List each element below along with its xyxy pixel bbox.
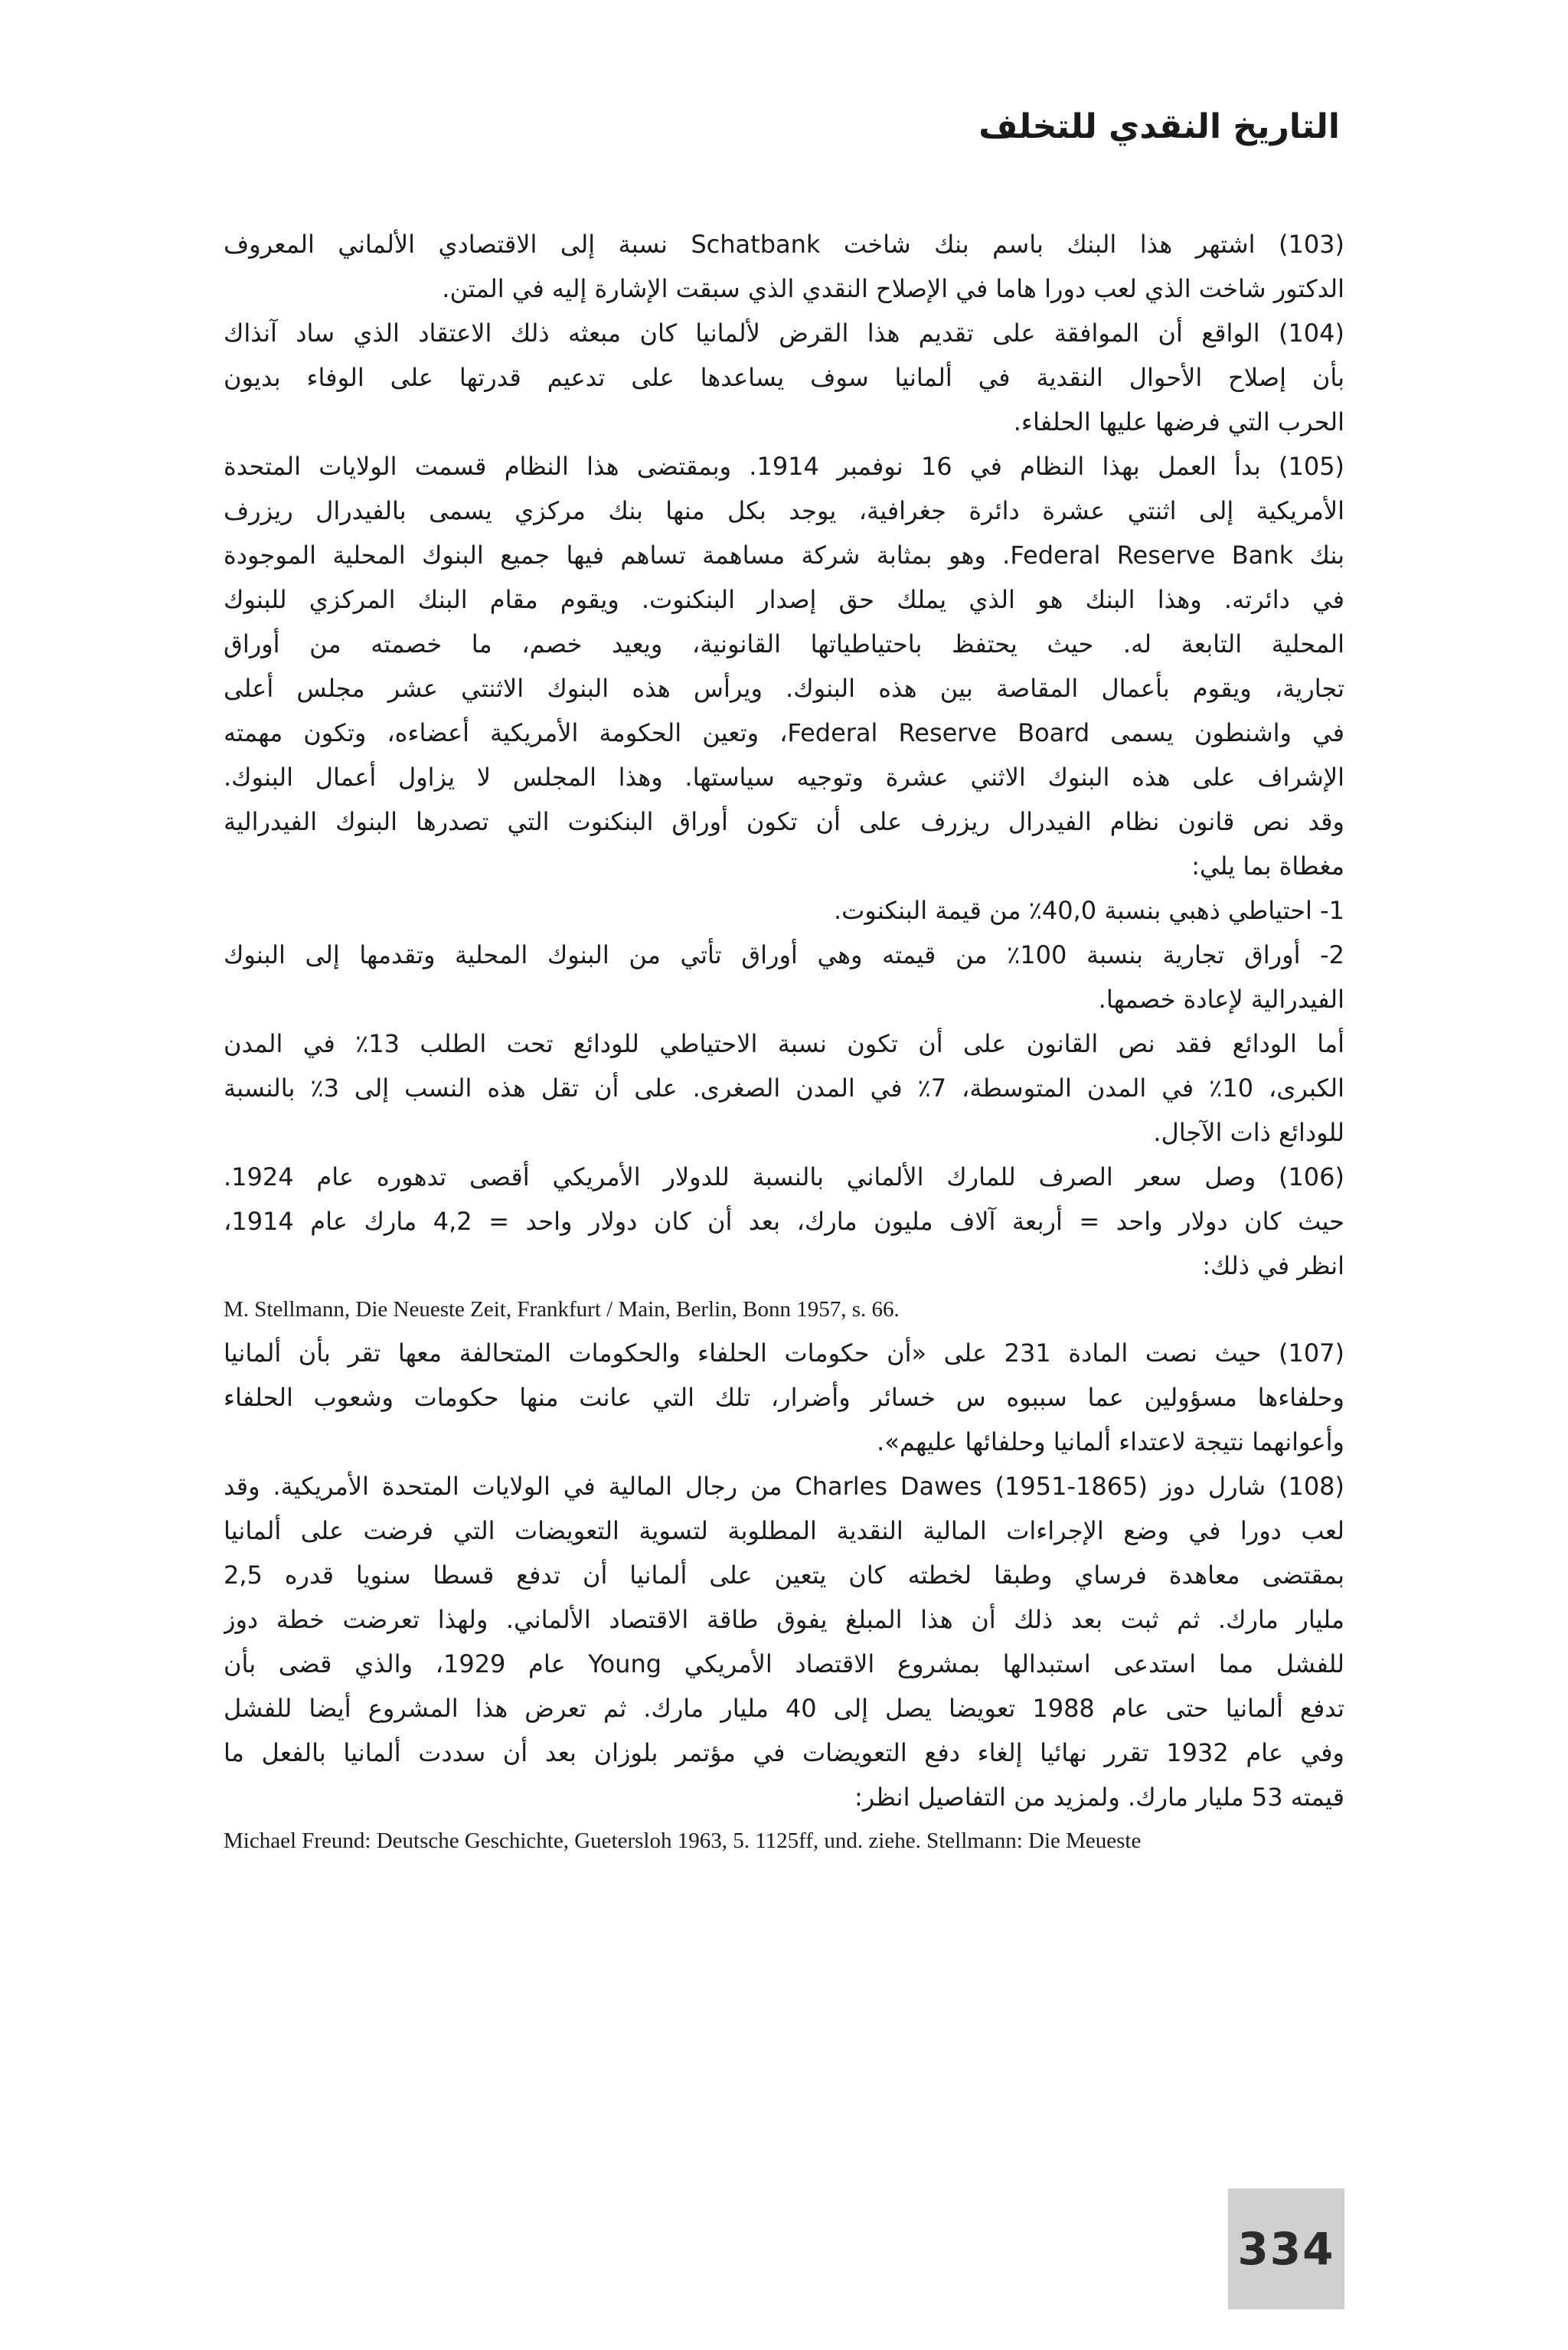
note-line: (103) اشتهر هذا البنك باسم بنك شاخت Schatbank نسبة إلى الاقتصادي الألماني المعروف — [224, 230, 1344, 259]
note-line: الحرب التي فرضها عليها الحلفاء. — [1013, 407, 1344, 436]
page-number-box — [1228, 2188, 1344, 2309]
note-line: بمقتضى معاهدة فرساي وطبقا لخطته كان يتعين على ألمانيا أن تدفع قسطا سنويا قدره 2,5 — [224, 1561, 1344, 1590]
note-line: في دائرته. وهذا البنك هو الذي يملك حق إصدار البنكنوت. ويقوم مقام البنك المركزي للبنوك — [224, 585, 1344, 614]
note-line: تدفع ألمانيا حتى عام 1988 تعويضا يصل إلى 40 مليار مارك. ثم تعرض هذا المشروع أيضا للفشل — [224, 1694, 1344, 1723]
note-line: قيمته 53 مليار مارك. ولمزيد من التفاصيل انظر: — [854, 1783, 1344, 1812]
note-line: المحلية التابعة له. حيث يحتفظ باحتياطياتها القانونية، ويعيد خصم، ما خصمته من أوراق — [224, 629, 1344, 659]
note-line: (104) الواقع أن الموافقة على تقديم هذا القرض لألمانيا كان مبعثه ذلك الاعتقاد الذي ساد آنذاك — [224, 319, 1344, 348]
note-line: مغطاة بما يلي: — [1191, 851, 1344, 881]
page-header-title: التاريخ النقدي للتخلف — [978, 107, 1340, 146]
note-line: الكبرى، 10٪ في المدن المتوسطة، 7٪ في المدن الصغرى. على أن تقل هذه النسب إلى 3٪ بالنسبة — [224, 1074, 1344, 1103]
citation-line: Michael Freund: Deutsche Geschichte, Guetersloh 1963, 5. 1125ff, und. ziehe. Stellmann: Die Meueste — [224, 1829, 1142, 1853]
note-line: بنك Federal Reserve Bank. وهو بمثابة شركة مساهمة تساهم فيها جميع البنوك المحلية الموجودة — [224, 541, 1344, 570]
note-line: أما الودائع فقد نص القانون على أن تكون نسبة الاحتياطي للودائع تحت الطلب 13٪ في المدن — [224, 1029, 1344, 1058]
endnotes-body — [224, 222, 1344, 1862]
note-line: 2- أوراق تجارية بنسبة 100٪ من قيمته وهي أوراق تأتي من البنوك المحلية وتقدمها إلى البنوك — [224, 940, 1344, 969]
note-line: الدكتور شاخت الذي لعب دورا هاما في الإصلاح النقدي الذي سبقت الإشارة إليه في المتن. — [442, 274, 1344, 303]
note-line: (108) شارل دوز (1865-1951) Charles Dawes من رجال المالية في الولايات المتحدة الأمريكية. وقد — [224, 1472, 1344, 1501]
note-line: (105) بدأ العمل بهذا النظام في 16 نوفمبر 1914. وبمقتضى هذا النظام قسمت الولايات المتحدة — [224, 452, 1344, 481]
note-line: وقد نص قانون نظام الفيدرال ريزرف على أن تكون أوراق البنكنوت التي تصدرها البنوك الفيدرالية — [224, 807, 1344, 836]
note-line: (107) حيث نصت المادة 231 على «أن حكومات الحلفاء والحكومات المتحالفة معها تقر بأن ألمانيا — [224, 1338, 1344, 1368]
note-line: للودائع ذات الآجال. — [1153, 1118, 1344, 1147]
note-line: 1- احتياطي ذهبي بنسبة 40,0٪ من قيمة البنكنوت. — [833, 896, 1344, 925]
note-line: للفشل مما استدعى استبدالها بمشروع الاقتصاد الأمريكي Young عام 1929، والذي قضى بأن — [224, 1649, 1344, 1678]
note-line: انظر في ذلك: — [1202, 1251, 1344, 1280]
note-line: تجارية، ويقوم بأعمال المقاصة بين هذه البنوك. ويرأس هذه البنوك الاثنتي عشر مجلس أعلى — [224, 674, 1344, 703]
note-line: بأن إصلاح الأحوال النقدية في ألمانيا سوف يساعدها على تدعيم قدرتها على الوفاء بديون — [224, 363, 1344, 392]
note-line: الإشراف على هذه البنوك الاثني عشرة وتوجيه سياستها. وهذا المجلس لا يزاول أعمال البنوك. — [224, 763, 1344, 792]
note-line: لعب دورا في وضع الإجراءات المالية النقدية المطلوبة لتسوية التعويضات التي فرضت على ألمانيا — [224, 1516, 1344, 1545]
page-number: 334 — [1237, 2223, 1335, 2275]
note-line: مليار مارك. ثم ثبت بعد ذلك أن هذا المبلغ يفوق طاقة الاقتصاد الألماني. ولهذا تعرضت خطة دوز — [224, 1605, 1344, 1634]
note-line: الأمريكية إلى اثنتي عشرة دائرة جغرافية، يوجد بكل منها بنك مركزي يسمى بالفيدرال ريزرف — [224, 496, 1344, 525]
note-line: في واشنطون يسمى Federal Reserve Board، وتعين الحكومة الأمريكية أعضاءه، وتكون مهمته — [224, 718, 1344, 747]
note-line: حيث كان دولار واحد = أربعة آلاف مليون مارك، بعد أن كان دولار واحد = 4,2 مارك عام 1914، — [224, 1207, 1344, 1236]
note-line: وحلفاءها مسؤولين عما سببوه س خسائر وأضرار، تلك التي عانت منها حكومات وشعوب الحلفاء — [224, 1383, 1344, 1412]
citation-line: M. Stellmann, Die Neueste Zeit, Frankfurt / Main, Berlin, Bonn 1957, s. 66. — [224, 1297, 900, 1322]
note-line: الفيدرالية لإعادة خصمها. — [1098, 985, 1344, 1014]
note-line: (106) وصل سعر الصرف للمارك الألماني بالنسبة للدولار الأمريكي أقصى تدهوره عام 1924. — [224, 1162, 1344, 1191]
note-line: وأعوانهما نتيجة لاعتداء ألمانيا وحلفائها عليهم». — [877, 1427, 1344, 1456]
note-line: وفي عام 1932 تقرر نهائيا إلغاء دفع التعويضات في مؤتمر بلوزان بعد أن سددت ألمانيا بالفعل ما — [224, 1738, 1344, 1767]
